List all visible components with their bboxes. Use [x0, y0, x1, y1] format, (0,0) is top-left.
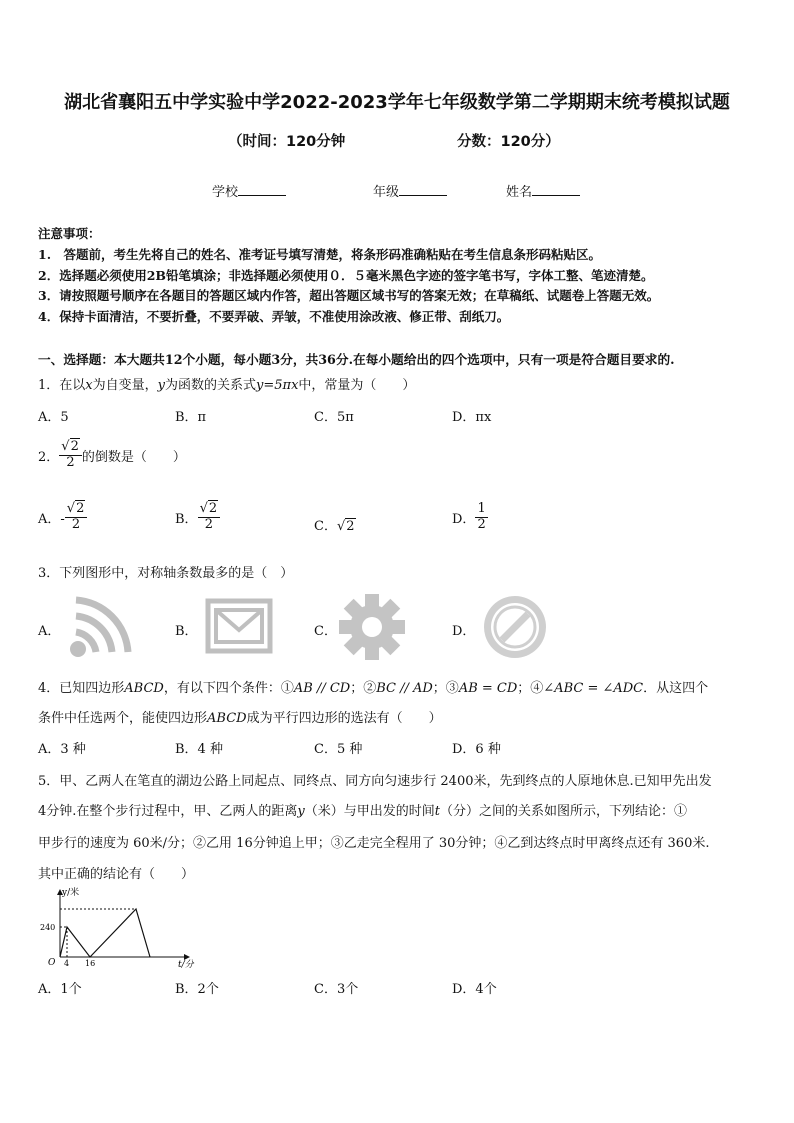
note-item: 1. 答题前，考生先将自己的姓名、准考证号填写清楚，将条形码准确粘贴在考生信息条形码粘贴区。 [38, 247, 602, 262]
q2-b-den: 2 [204, 516, 213, 532]
q1-stem-a: 1．在以 [38, 378, 86, 393]
q4-condition-4: ∠ABC = ∠ADC [543, 681, 644, 696]
q5-text: 4分钟.在整个步行过程中，甲、乙两人的距离 [38, 804, 298, 819]
grade-label: 年级 [373, 185, 400, 200]
q1-var-x: x [85, 378, 93, 393]
q5-option-d[interactable]: D．4个 [452, 982, 497, 997]
x-tick-16: 16 [85, 959, 96, 968]
q2-option-b-label: B． [175, 511, 198, 527]
q4-condition-2: BC // AD [376, 681, 433, 696]
q2-c-rad: 2 [346, 519, 355, 534]
q3-option-c[interactable]: C． [314, 624, 337, 639]
q1-stem-d: 中，常量为（ ） [298, 378, 416, 393]
question-2 [38, 440, 186, 471]
q5-text: （分）之间的关系如图所示，下列结论：① [440, 804, 688, 819]
q5-var-y: y [297, 804, 305, 819]
distance-time-graph [38, 885, 194, 970]
q2-option-c-label: C． [314, 519, 337, 534]
q1-stem-b: 为自变量， [92, 378, 158, 393]
q3-option-d[interactable]: D． [452, 624, 476, 639]
distance-line [60, 909, 150, 957]
q3-option-b[interactable]: B． [175, 624, 198, 639]
q2-a-den: 2 [71, 516, 81, 532]
name-field [506, 181, 580, 200]
y-tick-240: 240 [40, 923, 56, 932]
note-item: 4．保持卡面清洁，不要折叠，不要弄破、弄皱，不准使用涂改液、修正带、刮纸刀。 [38, 309, 510, 324]
school-field [212, 181, 286, 200]
question-4-line2 [38, 707, 442, 726]
q4-option-b[interactable]: B．4 种 [175, 742, 223, 757]
q2-option-d[interactable] [452, 502, 488, 533]
forbidden-icon [480, 592, 550, 662]
q2-d-den: 2 [477, 516, 486, 532]
name-label: 姓名 [506, 185, 533, 200]
q4-option-c[interactable]: C．5 种 [314, 742, 363, 757]
question-1 [38, 374, 415, 393]
q2-stem: 的倒数是（ ） [81, 449, 186, 465]
question-5-line1: 5．甲、乙两人在笔直的湖边公路上同起点、同终点、同方向匀速步行 2400米，先到终点的人原地休息.已知甲先出发 [38, 774, 712, 789]
q4-abcd: ABCD [124, 681, 164, 696]
q2-fraction: $\frac{√2}{2}$ [59, 440, 82, 471]
q2-option-b[interactable]: B． $\frac{√2}{2}$ [175, 502, 220, 533]
q4-option-d[interactable]: D．6 种 [452, 742, 501, 757]
q1-formula: y=5πx [256, 378, 299, 393]
name-blank[interactable] [532, 183, 580, 196]
page-title: 湖北省襄阳五中学实验中学2022-2023学年七年级数学第二学期期末统考模拟试题 [64, 92, 730, 113]
q2-a-num: 2 [76, 501, 85, 516]
q1-option-b[interactable]: B．π [175, 410, 207, 425]
note-item: 3．请按照题号顺序在各题目的答题区域内作答，超出答题区域书写的答案无效；在草稿纸、试题卷上答题无效。 [38, 288, 660, 303]
x-axis-label: t/分 [178, 960, 194, 970]
q4-text: ．从这四个 [643, 681, 709, 696]
q4-condition-1: AB // CD [293, 681, 351, 696]
q1-stem-c: 为函数的关系式 [165, 378, 257, 393]
mail-icon [205, 598, 273, 654]
q2-option-a-label: A．- [38, 511, 65, 527]
question-4-line1 [38, 677, 708, 696]
origin-label: O [48, 958, 56, 968]
q2-option-a[interactable]: A．- $\frac{√2}{2}$ [38, 502, 87, 533]
q4-option-a[interactable]: A．3 种 [38, 742, 86, 757]
school-label: 学校 [212, 185, 239, 200]
exam-score: 分数：120分） [457, 134, 560, 150]
notes-heading: 注意事项： [38, 226, 101, 241]
q5-var-t: t [434, 804, 441, 819]
q4-text: ；③ [432, 681, 459, 696]
q2-frac-den: 2 [66, 454, 75, 470]
q5-option-b[interactable]: B．2个 [175, 982, 219, 997]
q4-text: 条件中任选两个，能使四边形 [38, 711, 208, 726]
gear-icon [338, 593, 406, 661]
q1-option-c[interactable]: C．5π [314, 410, 354, 425]
q2-option-d-label: D． [452, 511, 476, 527]
q1-option-d[interactable]: D．πx [452, 410, 492, 425]
q2-frac-num: 2 [70, 439, 79, 454]
exam-time: （时间：120分钟 [228, 134, 346, 150]
school-blank[interactable] [238, 183, 286, 196]
section-heading: 一、选择题：本大题共12个小题，每小题3分，共36分.在每小题给出的四个选项中，只有一项是符合题目要求的. [38, 352, 675, 367]
q3-option-a[interactable]: A． [38, 624, 61, 639]
grade-blank[interactable] [399, 183, 447, 196]
q4-abcd: ABCD [207, 711, 247, 726]
wifi-icon [62, 594, 134, 660]
q2-b-num: 2 [208, 501, 218, 516]
grade-field [373, 181, 447, 200]
q4-text: ，有以下四个条件：① [163, 681, 294, 696]
q1-option-a[interactable]: A．5 [38, 410, 69, 425]
q5-option-a[interactable]: A．1个 [38, 982, 82, 997]
note-item: 2．选择题必须使用2B铅笔填涂；非选择题必须使用０．５毫米黑色字迹的签字笔书写，字体工整、笔迹清楚。 [38, 268, 654, 283]
question-3: 3．下列图形中，对称轴条数最多的是（ ） [38, 566, 294, 581]
question-5-line2 [38, 800, 687, 819]
question-5-line4: 其中正确的结论有（ ） [38, 867, 195, 882]
q4-text: 4．已知四边形 [38, 681, 125, 696]
x-tick-4: 4 [64, 959, 70, 968]
question-5-line3: 甲步行的速度为 60米/分；②乙用 16分钟追上甲；③乙走完全程用了 30分钟；④乙到达终点时甲离终点还有 360米. [38, 836, 710, 851]
q5-option-c[interactable]: C．3个 [314, 982, 359, 997]
q4-text: ；② [350, 681, 377, 696]
q4-text: ；④ [517, 681, 544, 696]
q2-option-c[interactable]: C．√2 [314, 519, 355, 534]
q4-text: 成为平行四边形的选法有（ ） [246, 711, 442, 726]
q4-condition-3: AB = CD [458, 681, 518, 696]
q2-num: 2． [38, 449, 60, 465]
y-axis-label: y/米 [62, 888, 80, 898]
q5-text: （米）与甲出发的时间 [304, 804, 435, 819]
q1-var-y: y [157, 378, 165, 393]
q2-d-num: 1 [477, 501, 486, 516]
